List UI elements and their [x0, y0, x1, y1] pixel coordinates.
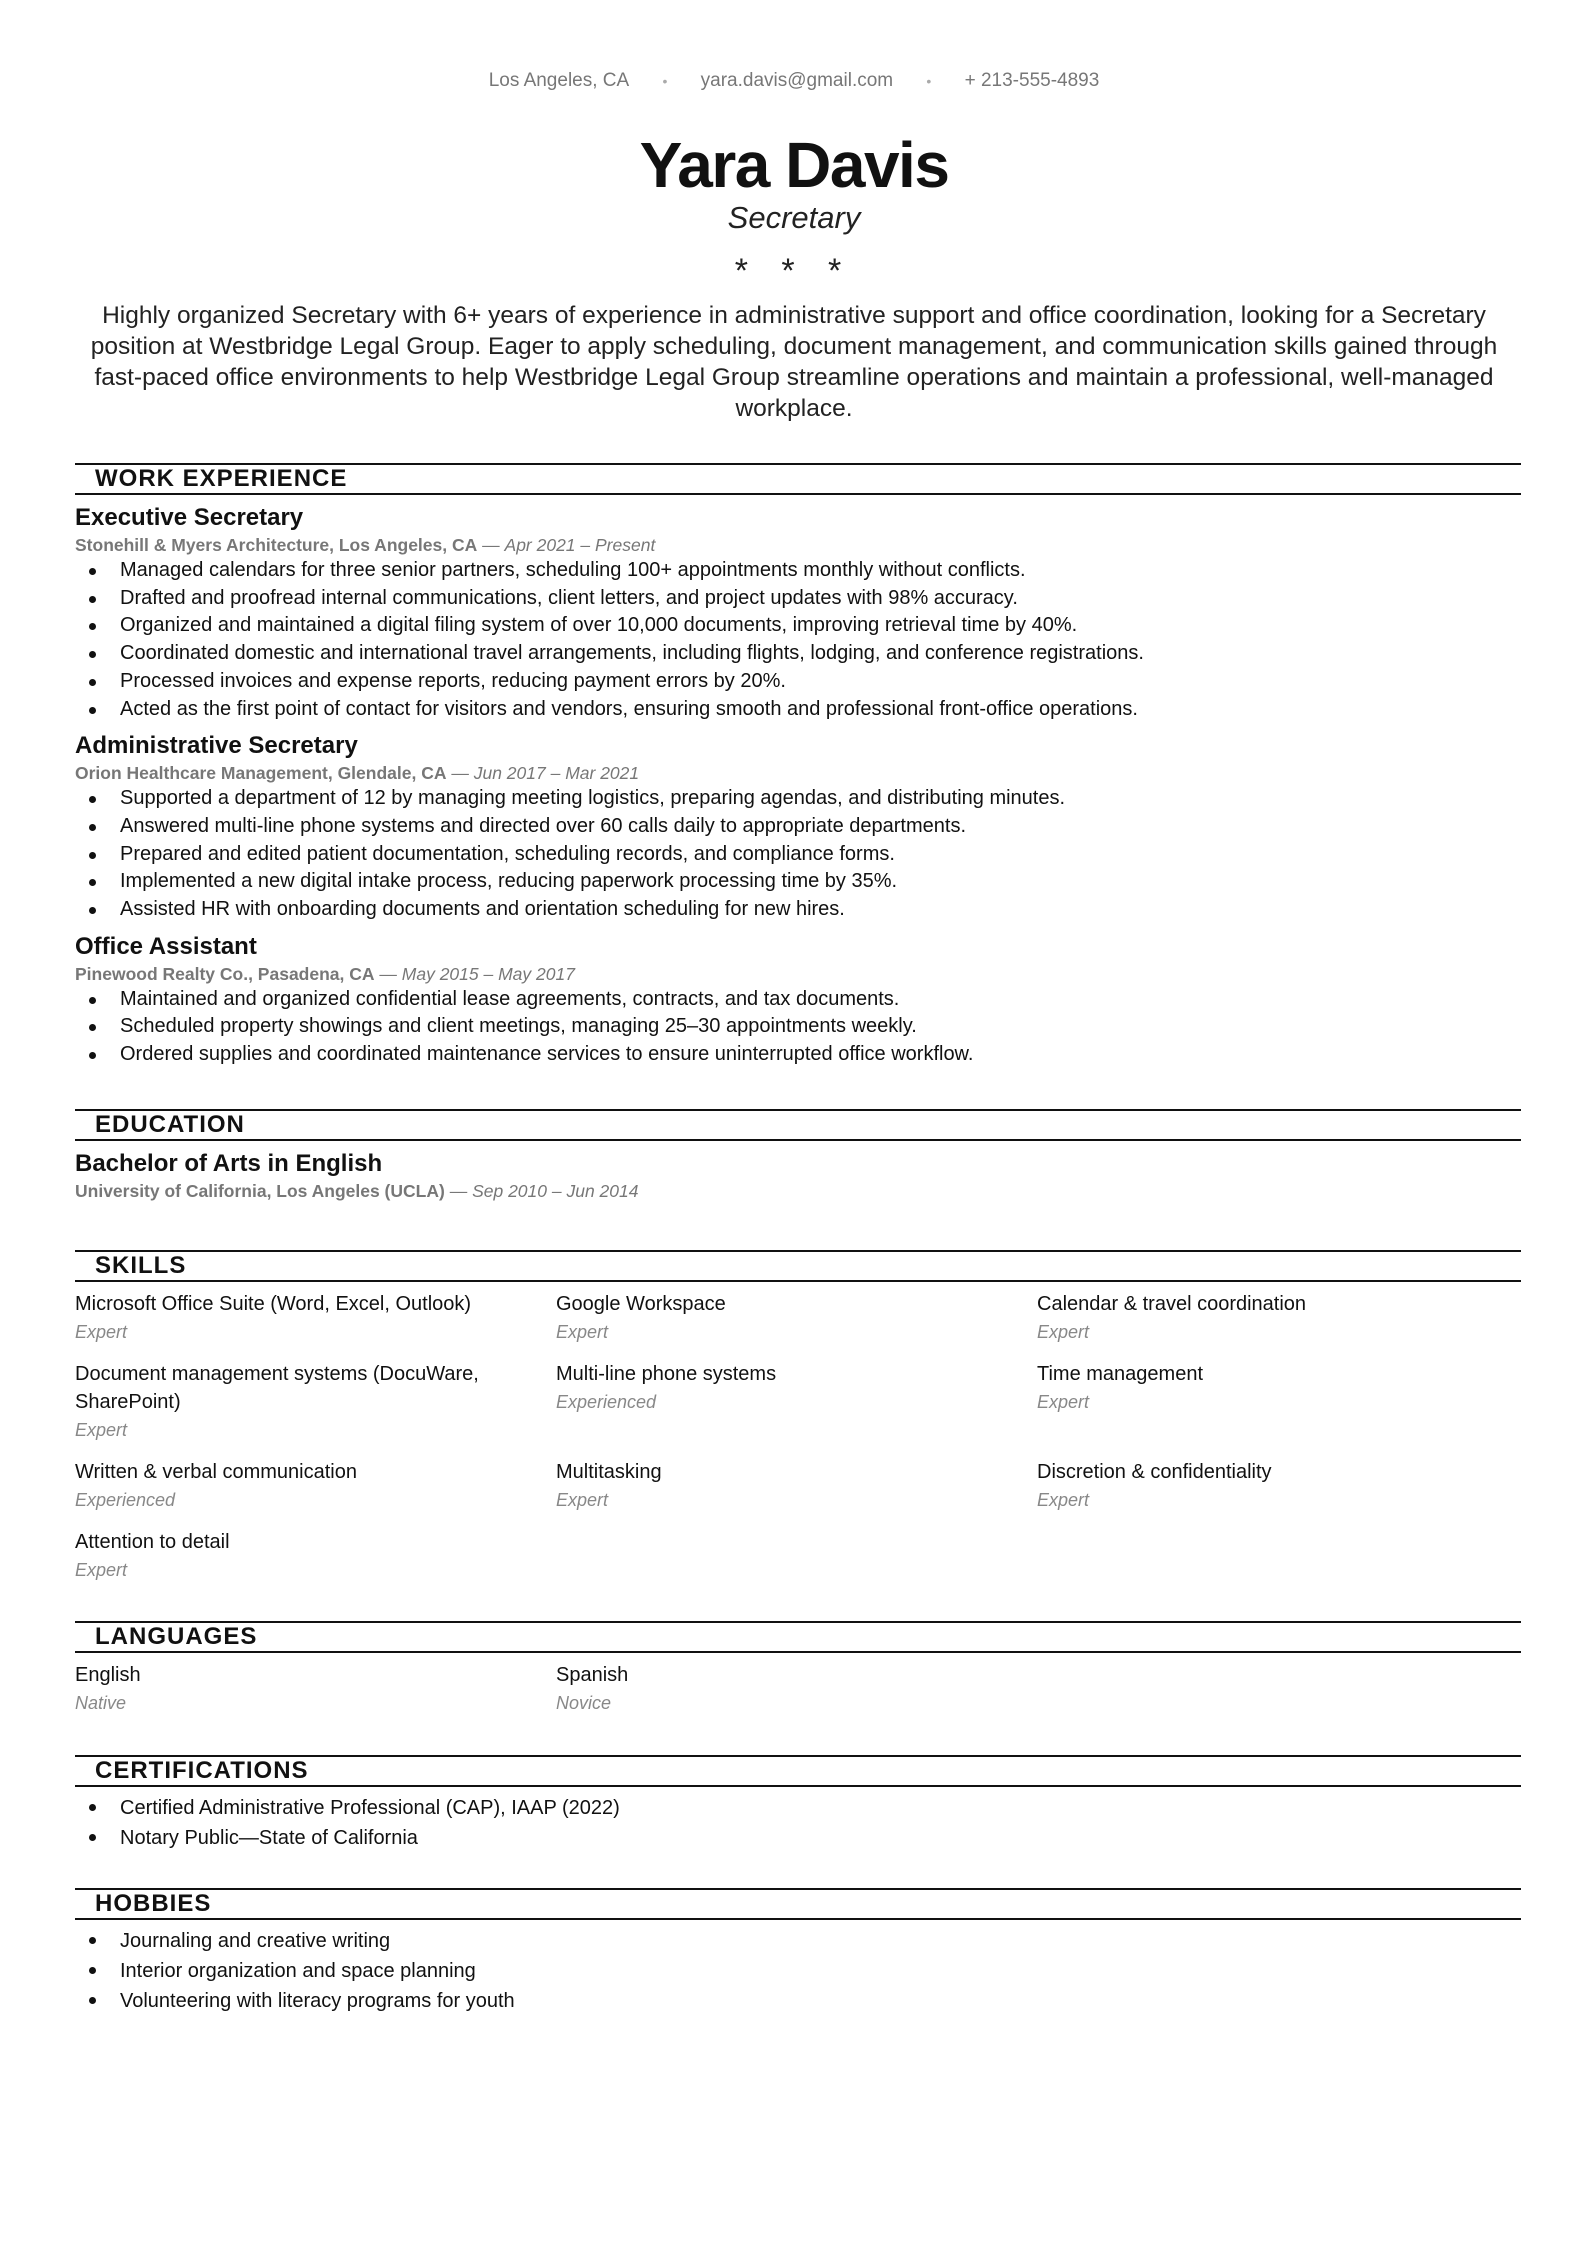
job-title: Office Assistant: [75, 932, 257, 960]
job-bullets: [75, 986, 1521, 1069]
skills-grid: [75, 1282, 1521, 1590]
list-item: Notary Public—State of California: [75, 1823, 1521, 1853]
contact-line: [0, 70, 1588, 92]
list-item: Certified Administrative Professional (CAP), IAAP (2022): [75, 1793, 1521, 1823]
skill-level: Expert: [1037, 1392, 1090, 1412]
work-experience-section: [75, 463, 1521, 1069]
list-item: Acted as the first point of contact for visitors and vendors, ensuring smooth and professional front-office operations.: [75, 696, 1521, 724]
job-dates: Apr 2021 – Present: [504, 535, 656, 555]
language-label: English: [75, 1664, 141, 1686]
skill-label: Google Workspace: [556, 1293, 726, 1315]
school-name: University of California, Los Angeles (UCLA): [75, 1181, 445, 1201]
contact-email[interactable]: yara.davis@gmail.com: [700, 70, 894, 91]
list-item: Supported a department of 12 by managing meeting logistics, preparing agendas, and distributing minutes.: [75, 785, 1521, 813]
hobbies-list: [75, 1926, 1521, 2016]
section-heading: LANGUAGES: [75, 1621, 1521, 1653]
skill-level: Experienced: [75, 1490, 176, 1510]
skill-item: [75, 1528, 556, 1584]
meta-dash: —: [379, 963, 402, 984]
skill-label: Attention to detail: [75, 1531, 230, 1553]
education-section: [75, 1109, 1521, 1203]
skill-level: Expert: [75, 1560, 128, 1580]
job-title: Executive Secretary: [75, 504, 304, 531]
job-title: Administrative Secretary: [75, 732, 358, 760]
skill-label: Multitasking: [556, 1461, 662, 1483]
job-meta: [75, 962, 1521, 986]
section-heading: WORK EXPERIENCE: [75, 463, 1521, 495]
job-entry: [75, 503, 1521, 723]
list-item: Organized and maintained a digital filing system of over 10,000 documents, improving retrieval time by 40%.: [75, 612, 1521, 640]
section-heading: CERTIFICATIONS: [75, 1755, 1521, 1787]
job-dates: Jun 2017 – Mar 2021: [473, 763, 640, 784]
list-item: Ordered supplies and coordinated maintenance services to ensure uninterrupted office workflow.: [75, 1041, 1521, 1069]
list-item: Volunteering with literacy programs for youth: [75, 1986, 1521, 2016]
skill-item: [556, 1290, 1037, 1346]
list-item: Coordinated domestic and international travel arrangements, including flights, lodging, and conference registrations.: [75, 640, 1521, 668]
skill-label: Microsoft Office Suite (Word, Excel, Outlook): [75, 1293, 472, 1315]
degree-title: Bachelor of Arts in English: [75, 1150, 383, 1177]
language-item: [75, 1661, 556, 1717]
skill-item: [1037, 1458, 1521, 1514]
language-level: Native: [75, 1693, 127, 1713]
skill-item: [75, 1360, 556, 1444]
job-bullets: [75, 785, 1521, 924]
skill-item: [75, 1458, 556, 1514]
list-item: Maintained and organized confidential lease agreements, contracts, and tax documents.: [75, 986, 1521, 1014]
list-item: Journaling and creative writing: [75, 1926, 1521, 1956]
skill-item: [75, 1290, 556, 1346]
decorative-divider: * * *: [734, 252, 854, 290]
list-item: Answered multi-line phone systems and directed over 60 calls daily to appropriate departments.: [75, 813, 1521, 841]
skill-label: Multi-line phone systems: [556, 1363, 777, 1385]
list-item: Drafted and proofread internal communications, client letters, and project updates with 98% accuracy.: [75, 585, 1521, 613]
language-level: Novice: [556, 1693, 612, 1713]
list-item: Assisted HR with onboarding documents and orientation scheduling for new hires.: [75, 896, 1521, 924]
candidate-title: Secretary: [727, 200, 861, 235]
separator-dot: •: [926, 72, 932, 89]
job-organization: Stonehill & Myers Architecture, Los Angeles, CA: [75, 535, 478, 555]
skills-section: [75, 1250, 1521, 1590]
certifications-section: [75, 1755, 1521, 1853]
meta-dash: —: [451, 763, 474, 784]
section-heading: EDUCATION: [75, 1109, 1521, 1141]
section-heading: SKILLS: [75, 1250, 1521, 1282]
list-item: Scheduled property showings and client meetings, managing 25–30 appointments weekly.: [75, 1013, 1521, 1041]
job-dates: May 2015 – May 2017: [401, 963, 575, 984]
list-item: Interior organization and space planning: [75, 1956, 1521, 1986]
skill-item: [556, 1458, 1037, 1514]
skill-label: Discretion & confidentiality: [1037, 1461, 1272, 1483]
job-entry: [75, 932, 1521, 1069]
certifications-list: [75, 1793, 1521, 1853]
skill-level: Experienced: [556, 1392, 657, 1412]
job-meta: [75, 761, 1521, 785]
job-entry: [75, 731, 1521, 924]
skill-level: Expert: [75, 1322, 128, 1342]
section-heading: HOBBIES: [75, 1888, 1521, 1920]
contact-location: Los Angeles, CA: [488, 70, 630, 91]
list-item: Processed invoices and expense reports, reducing payment errors by 20%.: [75, 668, 1521, 696]
skill-label: Document management systems (DocuWare, SharePoint): [75, 1363, 479, 1413]
contact-phone[interactable]: + 213-555-4893: [964, 70, 1100, 91]
meta-dash: —: [482, 535, 505, 555]
meta-dash: —: [449, 1181, 473, 1201]
skill-level: Expert: [75, 1420, 128, 1440]
list-item: Implemented a new digital intake process, reducing paperwork processing time by 35%.: [75, 868, 1521, 896]
list-item: Managed calendars for three senior partners, scheduling 100+ appointments monthly without conflicts.: [75, 557, 1521, 585]
languages-section: [75, 1621, 1521, 1723]
skill-label: Calendar & travel coordination: [1037, 1293, 1307, 1315]
skill-label: Time management: [1037, 1363, 1203, 1385]
language-item: [556, 1661, 1037, 1717]
skill-level: Expert: [1037, 1490, 1090, 1510]
skill-label: Written & verbal communication: [75, 1461, 357, 1483]
separator-dot: •: [662, 72, 668, 89]
skill-level: Expert: [1037, 1322, 1090, 1342]
skill-item: [1037, 1290, 1521, 1346]
education-dates: Sep 2010 – Jun 2014: [472, 1181, 639, 1201]
languages-grid: [75, 1653, 1521, 1723]
skill-item: [1037, 1360, 1521, 1444]
skill-level: Expert: [556, 1490, 609, 1510]
hobbies-section: [75, 1888, 1521, 2016]
job-meta: [75, 533, 1521, 557]
education-meta: [75, 1179, 1521, 1203]
professional-summary: Highly organized Secretary with 6+ years of experience in administrative support and office coordination, looking for a Secretary position at Westbridge Legal Group. Eager to apply scheduling, document management, and communication skills gained through fast-paced office environments to help Westbridge Legal Group streamline operations and maintain a professional, well-managed workplace.: [90, 302, 1498, 422]
job-organization: Pinewood Realty Co., Pasadena, CA: [75, 963, 375, 984]
skill-level: Expert: [556, 1322, 609, 1342]
language-label: Spanish: [556, 1664, 629, 1686]
list-item: Prepared and edited patient documentation, scheduling records, and compliance forms.: [75, 841, 1521, 869]
job-organization: Orion Healthcare Management, Glendale, CA: [75, 763, 447, 784]
candidate-name: Yara Davis: [639, 129, 949, 201]
job-bullets: [75, 557, 1521, 723]
skill-item: [556, 1360, 1037, 1444]
